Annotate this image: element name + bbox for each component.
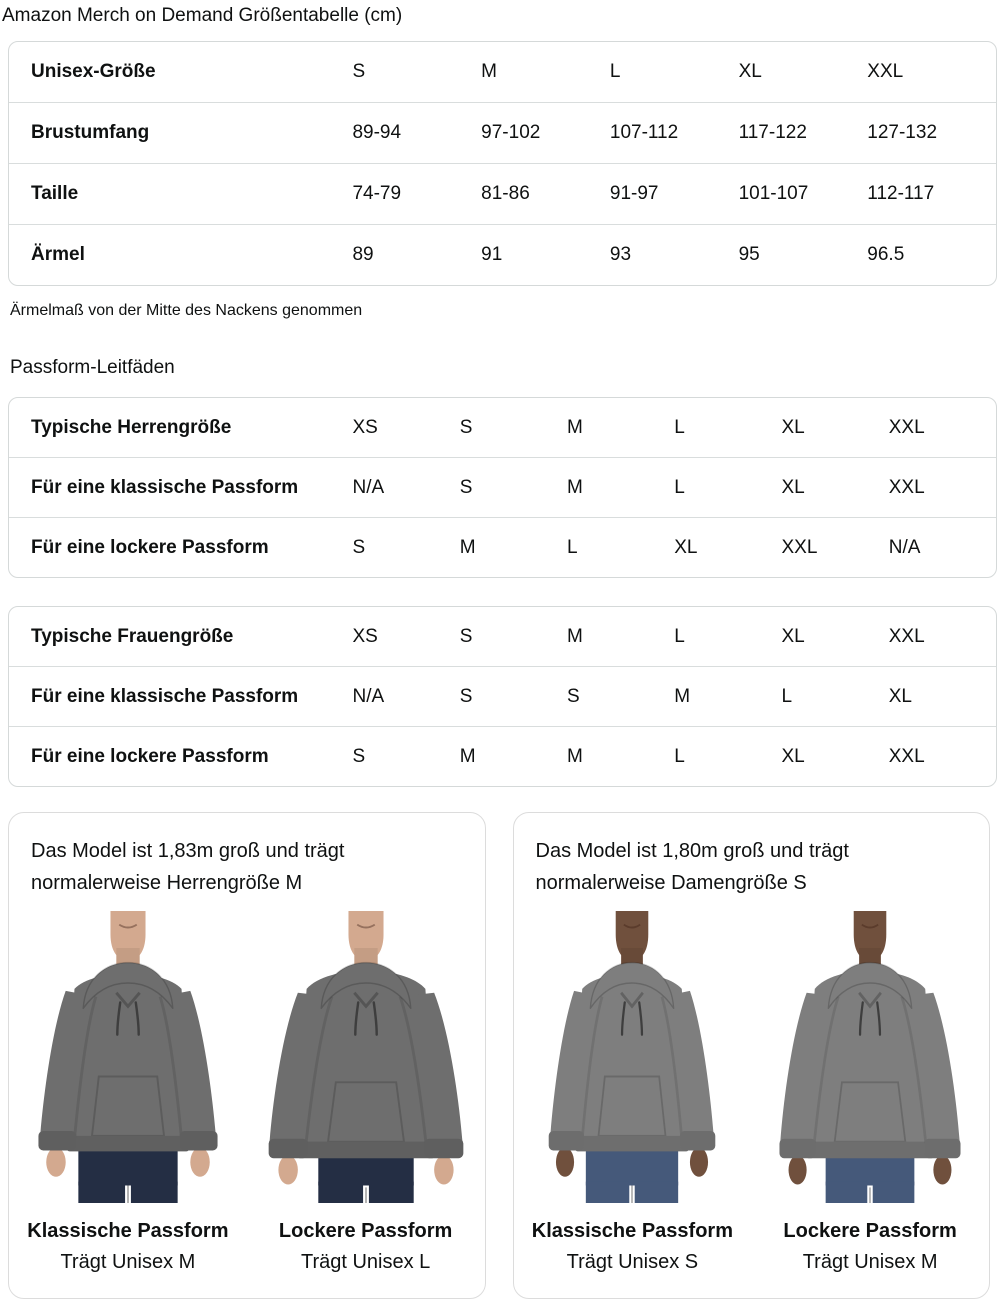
table-row bbox=[9, 225, 996, 286]
table-cell: 95 bbox=[738, 244, 760, 265]
table-row bbox=[9, 398, 996, 458]
table-cell: 74-79 bbox=[352, 164, 481, 225]
table-cell: M bbox=[481, 42, 610, 103]
tables-section bbox=[8, 41, 997, 787]
table-cell: 93 bbox=[609, 244, 632, 265]
table-cell: XL bbox=[781, 745, 805, 767]
table-cell: XS bbox=[352, 398, 459, 458]
mens-fit-table bbox=[8, 397, 997, 578]
row-label: Unisex-Größe bbox=[9, 42, 352, 103]
row-label: Typische Frauengröße bbox=[9, 607, 352, 667]
model-cards bbox=[8, 812, 990, 1299]
table-cell: L bbox=[610, 42, 739, 103]
table-cell: 97-102 bbox=[481, 103, 610, 164]
table-cell: 89-94 bbox=[352, 103, 481, 164]
model-figures bbox=[514, 911, 990, 1274]
unisex-size-table bbox=[8, 41, 997, 286]
model-description: Das Model ist 1,80m groß und trägt normalerweise Damengröße S bbox=[535, 840, 849, 894]
model-photo-loose-fit bbox=[254, 911, 478, 1203]
mens-model-card bbox=[8, 812, 486, 1299]
table-cell: M bbox=[459, 536, 476, 558]
page-title: Amazon Merch on Demand Größentabelle (cm) bbox=[2, 5, 403, 26]
table-cell: M bbox=[567, 607, 674, 667]
table-cell: N/A bbox=[888, 536, 921, 558]
model-description: Das Model ist 1,83m groß und trägt normalerweise Herrengröße M bbox=[31, 840, 345, 894]
model-photo-classic-fit bbox=[16, 911, 240, 1203]
table-cell: XS bbox=[352, 607, 459, 667]
fit-guides-heading: Passform-Leitfäden bbox=[10, 357, 175, 378]
table-cell: XL bbox=[674, 536, 698, 558]
table-cell: S bbox=[352, 536, 366, 558]
table-cell: M bbox=[674, 667, 781, 727]
womens-fit-table bbox=[8, 606, 997, 787]
table-cell: M bbox=[567, 398, 674, 458]
table-cell: 81-86 bbox=[481, 164, 610, 225]
row-label: Typische Herrengröße bbox=[9, 398, 352, 458]
table-row bbox=[9, 42, 996, 103]
sleeve-measure-note: Ärmelmaß von der Mitte des Nackens genommen bbox=[10, 302, 363, 319]
table-cell: XXL bbox=[781, 536, 818, 558]
table-cell: 127-132 bbox=[867, 103, 996, 164]
table-cell: XL bbox=[889, 667, 996, 727]
row-label: Taille bbox=[9, 164, 352, 225]
size-label: Trägt Unisex L bbox=[300, 1251, 431, 1273]
table-cell: XL bbox=[739, 42, 868, 103]
table-cell: L bbox=[781, 667, 888, 727]
table-cell: XL bbox=[781, 607, 888, 667]
table-cell: L bbox=[674, 745, 685, 767]
size-label: Trägt Unisex M bbox=[60, 1251, 196, 1273]
model-photo-classic-fit bbox=[520, 911, 744, 1203]
row-label: Ärmel bbox=[31, 244, 85, 265]
table-cell: 112-117 bbox=[867, 164, 996, 225]
table-row bbox=[9, 164, 996, 225]
table-cell: 96.5 bbox=[867, 244, 905, 265]
table-cell: XL bbox=[781, 398, 888, 458]
row-label: Für eine lockere Passform bbox=[31, 536, 269, 558]
table-cell: S bbox=[567, 667, 674, 727]
table-cell: S bbox=[352, 745, 366, 767]
table-cell: XXL bbox=[888, 745, 925, 767]
table-row bbox=[9, 607, 996, 667]
model-figure-loose bbox=[247, 911, 485, 1274]
table-row bbox=[9, 458, 996, 518]
fit-label: Lockere Passform bbox=[278, 1220, 453, 1242]
table-row bbox=[9, 518, 996, 578]
table-cell: L bbox=[674, 607, 781, 667]
model-figure-classic bbox=[514, 911, 752, 1274]
table-cell: 101-107 bbox=[739, 164, 868, 225]
table-cell: L bbox=[566, 536, 578, 558]
table-cell: 107-112 bbox=[610, 103, 739, 164]
row-label: Für eine lockere Passform bbox=[31, 745, 269, 767]
table-cell: S bbox=[352, 42, 481, 103]
table-cell: S bbox=[460, 667, 567, 727]
table-cell: N/A bbox=[352, 667, 459, 727]
size-label: Trägt Unisex S bbox=[566, 1251, 699, 1273]
table-cell: XXL bbox=[889, 607, 996, 667]
table-cell: S bbox=[460, 458, 567, 518]
table-cell: S bbox=[460, 398, 567, 458]
table-cell: M bbox=[566, 745, 583, 767]
size-label: Trägt Unisex M bbox=[802, 1251, 938, 1273]
table-cell: XXL bbox=[889, 398, 996, 458]
table-cell: N/A bbox=[352, 458, 459, 518]
fit-label: Klassische Passform bbox=[531, 1220, 733, 1242]
table-cell: L bbox=[674, 398, 781, 458]
table-cell: M bbox=[459, 745, 476, 767]
row-label: Für eine klassische Passform bbox=[9, 667, 352, 727]
model-photo-loose-fit bbox=[758, 911, 982, 1203]
row-label: Brustumfang bbox=[9, 103, 352, 164]
table-row bbox=[9, 727, 996, 787]
fit-label: Klassische Passform bbox=[27, 1220, 229, 1242]
table-row bbox=[9, 667, 996, 727]
model-figure-loose bbox=[751, 911, 989, 1274]
table-cell: XXL bbox=[867, 42, 996, 103]
table-cell: XL bbox=[781, 458, 888, 518]
fit-label: Lockere Passform bbox=[783, 1220, 957, 1242]
table-cell: XXL bbox=[889, 458, 996, 518]
table-cell: 89 bbox=[352, 244, 374, 265]
womens-model-card bbox=[513, 812, 991, 1299]
table-cell: S bbox=[460, 607, 567, 667]
table-cell: M bbox=[567, 458, 674, 518]
table-cell: L bbox=[674, 458, 781, 518]
table-cell: 91-97 bbox=[610, 164, 739, 225]
model-figures bbox=[9, 911, 485, 1274]
row-label: Für eine klassische Passform bbox=[9, 458, 352, 518]
model-figure-classic bbox=[9, 911, 247, 1274]
table-cell: 91 bbox=[481, 244, 503, 265]
table-row bbox=[9, 103, 996, 164]
table-cell: 117-122 bbox=[739, 103, 868, 164]
